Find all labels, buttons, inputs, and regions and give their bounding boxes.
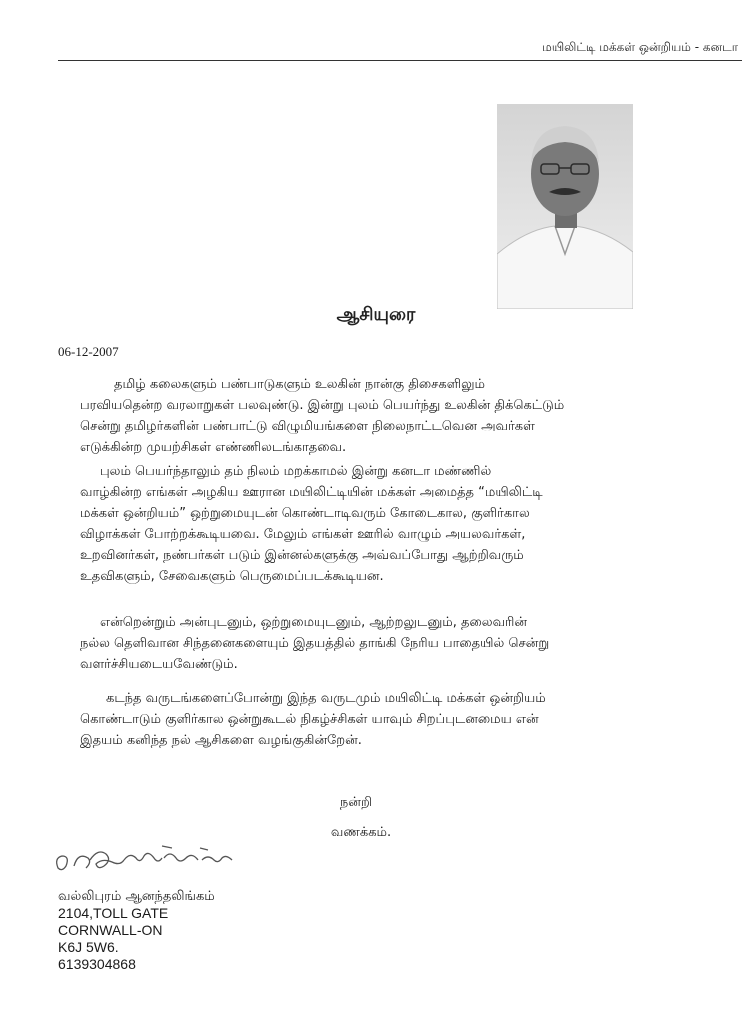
handwritten-signature-icon	[52, 840, 242, 880]
paragraph-line: எடுக்கின்ற முயற்சிகள் எண்ணிலடங்காதவை.	[80, 440, 347, 455]
paragraph-1	[80, 374, 690, 458]
sender-postal-code: K6J 5W6.	[58, 939, 119, 955]
paragraph-line: சென்று தமிழர்களின் பண்பாட்டு விழுமியங்களை நிலைநாட்டவென அவர்கள்	[80, 419, 535, 434]
sender-phone: 6139304868	[58, 956, 136, 972]
paragraph-2	[80, 461, 690, 587]
closing-greeting: வணக்கம்.	[330, 825, 392, 840]
paragraph-line: பரவியதென்ற வரலாறுகள் பலவுண்டு. இன்று புலம் பெயர்ந்து உலகின் திக்கெட்டும்	[80, 398, 565, 413]
paragraph-line: நல்ல தெளிவான சிந்தனைகளையும் இதயத்தில் தாங்கி நேரிய பாதையில் சென்று	[80, 636, 550, 651]
paragraph-line: கொண்டாடும் குளிர்கால ஒன்றுகூடல் நிகழ்ச்சிகள் யாவும் சிறப்புடனமைய என்	[80, 712, 539, 727]
paragraph-line: உதவிகளும், சேவைகளும் பெருமைப்படக்கூடியன.	[80, 569, 384, 584]
paragraph-4	[80, 688, 690, 751]
paragraph-3	[80, 612, 690, 675]
header-divider	[58, 60, 742, 61]
paragraph-line: இதயம் கனிந்த நல் ஆசிகளை வழங்குகின்றேன்.	[80, 733, 362, 748]
paragraph-line: கடந்த வருடங்களைப்போன்று இந்த வருடமும் மயிலிட்டி மக்கள் ஒன்றியம்	[106, 691, 546, 706]
paragraph-line: மக்கள் ஒன்றியம்” ஒற்றுமையுடன் கொண்டாடிவரும் கோடைகால, குளிர்கால	[80, 506, 530, 521]
paragraph-line: என்றென்றும் அன்புடனும், ஒற்றுமையுடனும், ஆற்றலுடனும், தலைவரின்	[100, 615, 527, 630]
paragraph-line: வளர்ச்சியடையவேண்டும்.	[80, 657, 238, 672]
paragraph-line: புலம் பெயர்ந்தாலும் தம் நிலம் மறக்காமல் இன்று கனடா மண்ணில்	[100, 464, 492, 479]
paragraph-line: வாழ்கின்ற எங்கள் அழகிய ஊரான மயிலிட்டியின் மக்கள் அமைத்த “மயிலிட்டி	[80, 485, 543, 500]
portrait-photo	[497, 104, 633, 309]
page-title: ஆசியுரை	[336, 304, 416, 325]
closing-thanks: நன்றி	[339, 795, 373, 810]
header-organization-name: மயிலிட்டி மக்கள் ஒன்றியம் - கனடா	[542, 40, 738, 54]
sender-address-line1: 2104,TOLL GATE	[58, 905, 169, 921]
sender-block	[58, 888, 215, 973]
paragraph-line: விழாக்கள் போற்றக்கூடியவை. மேலும் எங்கள் ஊரில் வாழும் அயலவர்கள்,	[80, 527, 526, 542]
sender-name: வல்லிபுரம் ஆனந்தலிங்கம்	[58, 889, 215, 904]
paragraph-line: உறவினர்கள், நண்பர்கள் படும் இன்னல்களுக்கு அவ்வப்போது ஆற்றிவரும்	[80, 548, 524, 563]
sender-address-line2: CORNWALL-ON	[58, 922, 163, 938]
paragraph-line: தமிழ் கலைகளும் பண்பாடுகளும் உலகின் நான்கு திசைகளிலும்	[114, 377, 485, 392]
letter-date: 06-12-2007	[58, 344, 119, 359]
